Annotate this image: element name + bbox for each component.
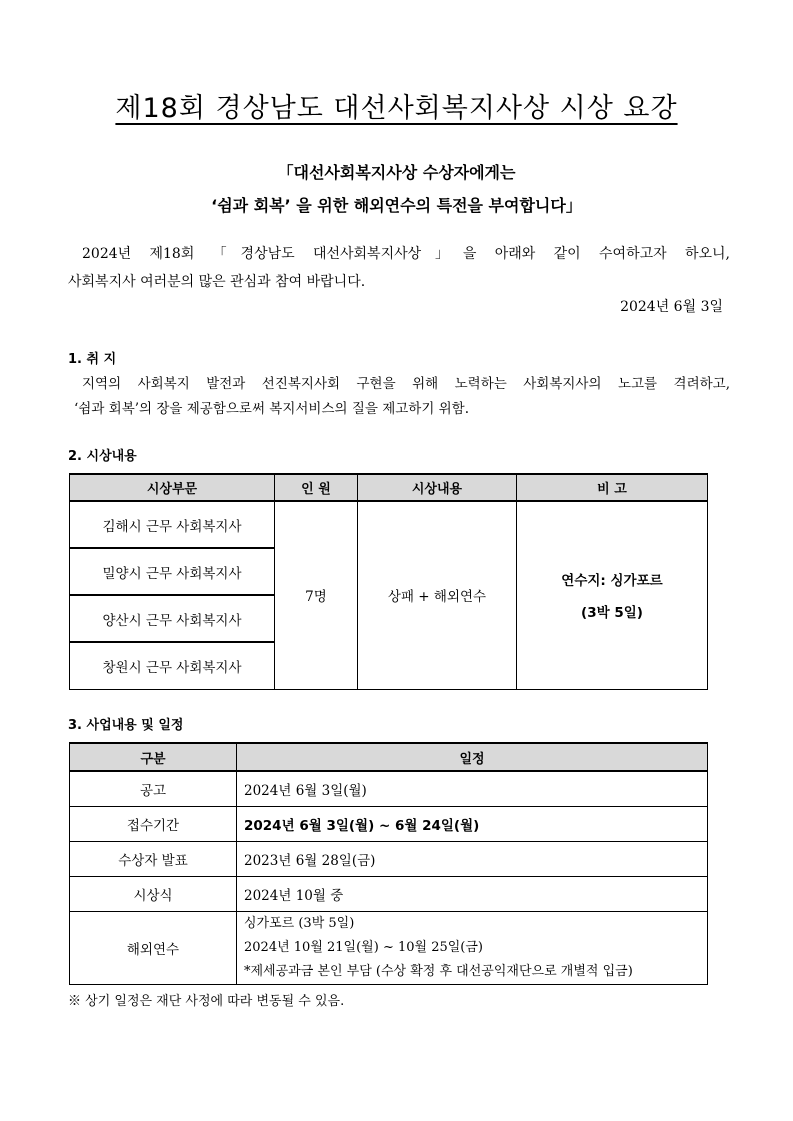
section-2-heading: 2. 시상내용	[68, 449, 137, 464]
announcement-date: 2024년 6월 3일	[620, 299, 723, 315]
subtitle-line-1: 「대선사회복지사상 수상자에게는	[277, 163, 516, 182]
overseas-line-3: *제세공과금 본인 부담 (수상 확정 후 대선공익재단으로 개별적 입금)	[244, 963, 633, 979]
schedule-label-announcement: 수상자 발표	[70, 841, 237, 876]
schedule-label-application: 접수기간	[70, 806, 237, 841]
schedule-value-notice: 2024년 6월 3일(월)	[237, 771, 708, 806]
intro-line-2: 사회복지사 여러분의 많은 관심과 참여 바랍니다.	[68, 274, 366, 290]
overseas-line-1: 싱가포르 (3박 5일)	[244, 915, 355, 931]
schedule-label-ceremony: 시상식	[70, 876, 237, 911]
section-1-heading: 1. 취 지	[68, 352, 117, 367]
award-content: 상패 + 해외연수	[358, 501, 517, 689]
intro-line-1: 2024년 제18회 「경상남도 대선사회복지사상」을 아래와 같이 수여하고자 하오니,	[82, 246, 730, 262]
schedule-label-notice: 공고	[70, 771, 237, 806]
award-count: 7명	[275, 501, 358, 689]
award-header-category: 시상부문	[70, 474, 275, 501]
document-title: 제18회 경상남도 대선사회복지사상 시상 요강	[115, 93, 678, 124]
award-header-content: 시상내용	[358, 474, 517, 501]
schedule-note: ※ 상기 일정은 재단 사정에 따라 변동될 수 있음.	[68, 994, 345, 1009]
schedule-header-category: 구분	[70, 743, 237, 771]
award-table	[69, 473, 708, 690]
schedule-table	[69, 742, 708, 985]
award-category-gimhae: 김해시 근무 사회복지사	[70, 501, 275, 548]
schedule-value-overseas	[237, 911, 708, 984]
award-remark	[517, 501, 708, 689]
award-remark-line-2: (3박 5일)	[581, 605, 643, 622]
award-header-remark: 비 고	[517, 474, 708, 501]
schedule-value-announcement: 2023년 6월 28일(금)	[237, 841, 708, 876]
overseas-line-2: 2024년 10월 21일(월) ~ 10월 25일(금)	[244, 939, 483, 955]
award-header-count: 인 원	[275, 474, 358, 501]
intro-paragraph	[68, 240, 730, 296]
award-remark-line-1: 연수지: 싱가포르	[561, 573, 663, 590]
section-3-heading: 3. 사업내용 및 일정	[68, 718, 184, 733]
schedule-label-overseas: 해외연수	[70, 911, 237, 984]
schedule-value-ceremony: 2024년 10월 중	[237, 876, 708, 911]
award-category-yangsan: 양산시 근무 사회복지사	[70, 595, 275, 642]
award-category-miryang: 밀양시 근무 사회복지사	[70, 548, 275, 595]
subtitle-line-2: ‘쉼과 회복’ 을 위한 해외연수의 특전을 부여합니다」	[211, 196, 582, 215]
section-1-line-1: 지역의 사회복지 발전과 선진복지사회 구현을 위해 노력하는 사회복지사의 노고를 격려하고,	[82, 376, 730, 392]
schedule-value-application: 2024년 6월 3일(월) ~ 6월 24일(월)	[237, 806, 708, 841]
award-category-changwon: 창원시 근무 사회복지사	[70, 642, 275, 689]
section-1-line-2: ‘쉼과 회복’의 장을 제공함으로써 복지서비스의 질을 제고하기 위함.	[74, 401, 470, 417]
schedule-header-schedule: 일정	[237, 743, 708, 771]
